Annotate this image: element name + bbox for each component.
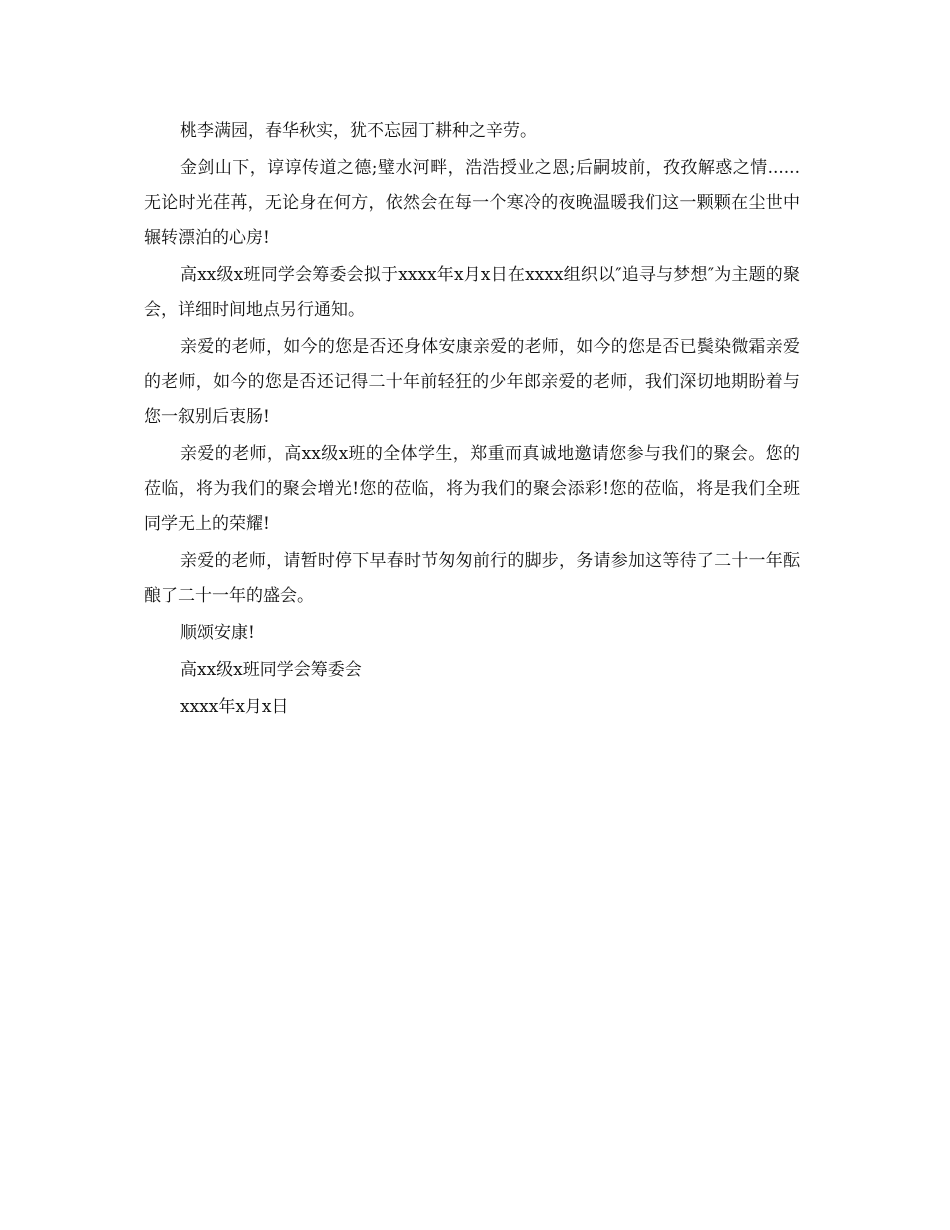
paragraph-1: 桃李满园，春华秋实，犹不忘园丁耕种之辛劳。	[180, 121, 537, 141]
paragraph-2: 金剑山下，谆谆传道之德;璧水河畔，浩浩授业之恩;后嗣坡前，孜孜解惑之情......无论时光荏苒，无论身在何方，依然会在每一个寒冷的夜晚温暖我们这一颗颗在尘世中辗转漂泊的心房!	[144, 158, 800, 248]
paragraph-4: 亲爱的老师，如今的您是否还身体安康亲爱的老师，如今的您是否已鬓染微霜亲爱的老师，如今的您是否还记得二十年前轻狂的少年郎亲爱的老师，我们深切地期盼着与您一叙别后衷肠!	[144, 337, 800, 427]
closing-line: 顺颂安康!	[180, 623, 255, 643]
paragraph-3: 高xx级x班同学会筹委会拟于xxxx年x月x日在xxxx组织以″追寻与梦想″为主题的聚会，详细时间地点另行通知。	[144, 265, 800, 320]
letter-body	[144, 114, 800, 725]
signature-line: 高xx级x班同学会筹委会	[180, 660, 362, 680]
paragraph-5: 亲爱的老师，高xx级x班的全体学生，郑重而真诚地邀请您参与我们的聚会。您的莅临，将为我们的聚会增光!您的莅临，将为我们的聚会添彩!您的莅临，将是我们全班同学无上的荣耀!	[144, 444, 800, 534]
date-line: xxxx年x月x日	[180, 697, 289, 717]
paragraph-6: 亲爱的老师，请暂时停下早春时节匆匆前行的脚步，务请参加这等待了二十一年酝酿了二十一年的盛会。	[144, 551, 800, 606]
